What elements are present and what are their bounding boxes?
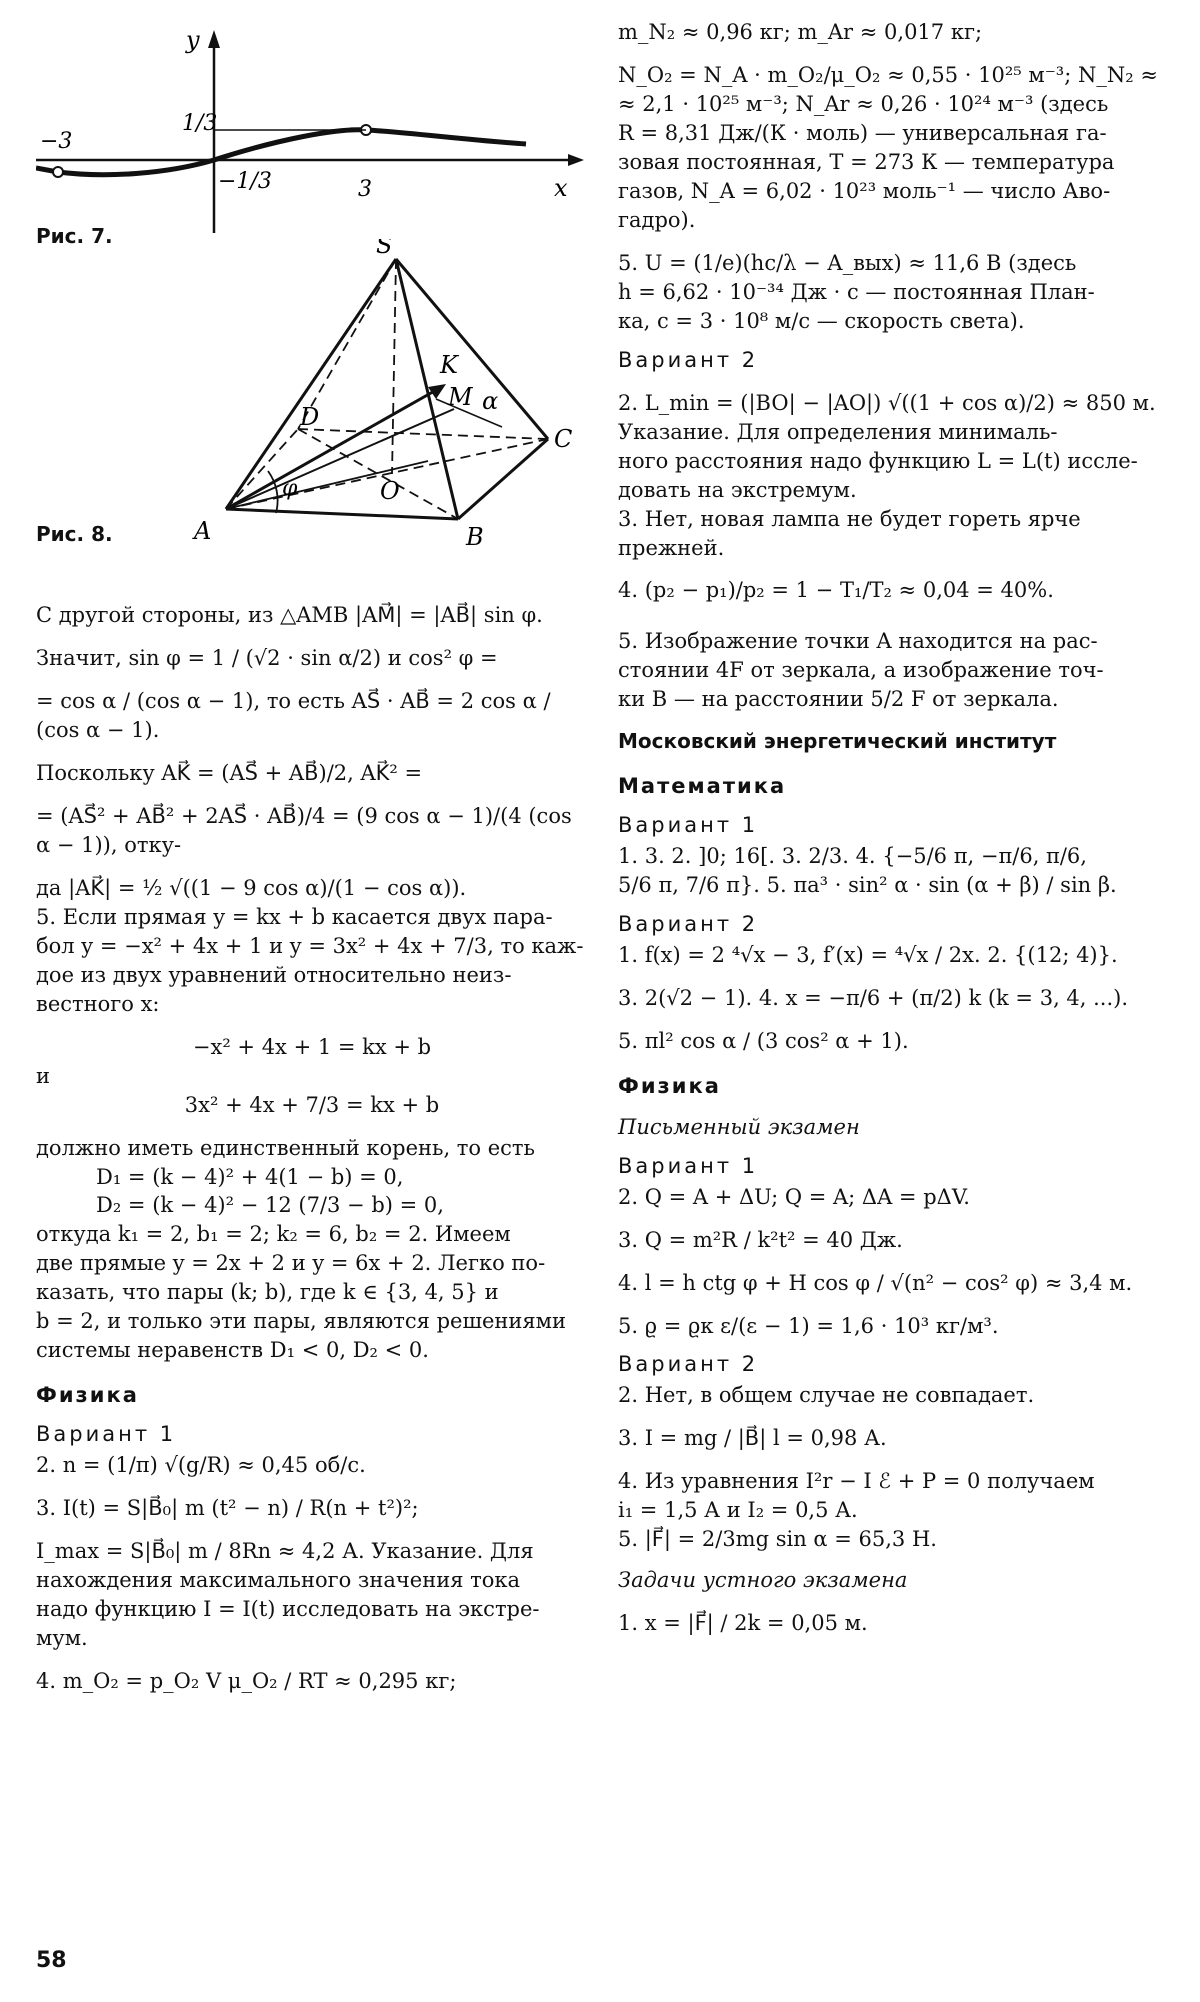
text-line: стоянии 4F от зеркала, а изображение точ-: [618, 658, 1104, 683]
section-heading: Математика: [618, 773, 787, 798]
text-line: 3. Нет, новая лампа не будет гореть ярче: [618, 506, 1081, 531]
text-line: Поскольку AK⃗ = (AS⃗ + AB⃗)/2, AK⃗² =: [36, 760, 423, 785]
page-number: 58: [36, 1948, 67, 1973]
answer-line: 3. 2(√2 − 1). 4. x = −π/6 + (π/2) k (k = 3, 4, ...).: [618, 985, 1129, 1010]
text-line: казать, что пары (k; b), где k ∈ {3, 4, 5} и: [36, 1280, 499, 1305]
figure-8-caption: Рис. 8.: [36, 522, 113, 546]
text-line: бол y = −x² + 4x + 1 и y = 3x² + 4x + 7/3, то каж-: [36, 933, 584, 958]
institute-heading: Московский энергетический институт: [618, 729, 1057, 754]
figure-7-graph: [36, 18, 588, 233]
text-line: ки B — на расстоянии 5/2 F от зеркала.: [618, 687, 1059, 712]
fig7-pos3: 3: [358, 177, 372, 202]
answer-line: 4. m_O₂ = p_O₂ V μ_O₂ / RT ≈ 0,295 кг;: [36, 1669, 457, 1694]
text-line: 5. Если прямая y = kx + b касается двух пара-: [36, 904, 553, 929]
answer-line: 3. I(t) = S|B⃗₀| m (t² − n) / R(n + t²)²;: [36, 1496, 419, 1521]
fig7-third: 1/3: [182, 111, 218, 136]
answer-line: I_max = S|B⃗₀| m / 8Rn ≈ 4,2 А. Указание. Для: [36, 1539, 534, 1564]
fig8-label-D: D: [300, 403, 320, 431]
text-line: = cos α / (cos α − 1), то есть AS⃗ · AB⃗ = 2 cos α / (cos α − 1).: [36, 688, 551, 742]
text-line: газов, N_A = 6,02 · 10²³ моль⁻¹ — число Аво-: [618, 178, 1111, 203]
text-line: ≈ 2,1 · 10²⁵ м⁻³; N_Ar ≈ 0,26 · 10²⁴ м⁻³ (здесь: [618, 91, 1109, 116]
left-text: [36, 601, 588, 1696]
text-line: дое из двух уравнений относительно неиз-: [36, 962, 512, 987]
variant-heading: Вариант 1: [618, 812, 759, 837]
variant-heading: Вариант 2: [618, 1352, 759, 1377]
variant-heading: Вариант 1: [618, 1153, 759, 1178]
fig8-label-S: S: [376, 239, 393, 259]
answer-line: 3. I = mg / |B⃗| l = 0,98 А.: [618, 1426, 887, 1451]
answer-line: 2. Q = A + ΔU; Q = A; ΔA = pΔV.: [618, 1184, 970, 1209]
text-line: откуда k₁ = 2, b₁ = 2; k₂ = 6, b₂ = 2. Имеем: [36, 1222, 511, 1247]
text-line: ного расстояния надо функцию L = L(t) иссле-: [618, 448, 1138, 473]
figure-7: [36, 18, 588, 248]
text-line: Значит, sin φ = 1 / (√2 · sin α/2) и cos² φ =: [36, 645, 498, 670]
figure-8: [36, 239, 588, 559]
fig8-label-alpha: α: [482, 387, 499, 415]
fig7-x-label: x: [554, 174, 568, 202]
text-line: да |AK⃗| = ½ √((1 − 9 cos α)/(1 − cos α)).: [36, 875, 467, 900]
text-line: системы неравенств D₁ < 0, D₂ < 0.: [36, 1338, 429, 1363]
answer-line: 4. Из уравнения I²r − I ℰ + P = 0 получаем: [618, 1469, 1095, 1494]
text-line: Указание. Для определения минималь-: [618, 419, 1058, 444]
answer-line: 5/6 π, 7/6 π}. 5. πa³ · sin² α · sin (α + β) / sin β.: [618, 872, 1117, 897]
fig8-label-phi: φ: [282, 476, 298, 501]
variant-heading: Вариант 2: [618, 911, 759, 936]
text-line: R = 8,31 Дж/(К · моль) — универсальная га-: [618, 120, 1107, 145]
answer-line: 4. l = h ctg φ + H cos φ / √(n² − cos² φ) ≈ 3,4 м.: [618, 1270, 1133, 1295]
answer-line: 5. πl² cos α / (3 cos² α + 1).: [618, 1028, 909, 1053]
text-line: довать на экстремум.: [618, 477, 857, 502]
variant-heading: Вариант 1: [36, 1422, 177, 1447]
fig8-label-C: C: [554, 425, 573, 453]
answer-line: 2. L_min = (|BO| − |AO|) √((1 + cos α)/2) ≈ 850 м.: [618, 390, 1156, 415]
answer-line: 1. x = |F⃗| / 2k = 0,05 м.: [618, 1611, 868, 1636]
figure-8-pyramid: [36, 239, 588, 559]
answer-line: 1. 3. 2. ]0; 16[. 3. 2/3. 4. {−5/6 π, −π/6, π/6,: [618, 843, 1087, 868]
figure-7-caption: Рис. 7.: [36, 224, 113, 248]
fig7-neg3: −3: [40, 129, 73, 154]
answer-line: 2. n = (1/π) √(g/R) ≈ 0,45 об/с.: [36, 1453, 366, 1478]
text-line: прежней.: [618, 535, 725, 560]
fig8-label-A: A: [194, 517, 212, 545]
text-line: m_N₂ ≈ 0,96 кг; m_Ar ≈ 0,017 кг;: [618, 20, 983, 44]
left-column: [36, 18, 588, 1696]
text-line: мум.: [36, 1626, 88, 1651]
text-line: должно иметь единственный корень, то есть: [36, 1135, 535, 1160]
text-line: N_O₂ = N_A · m_O₂/μ_O₂ ≈ 0,55 · 10²⁵ м⁻³; N_N₂ ≈: [618, 62, 1158, 87]
answer-line: 5. ϱ = ϱк ε/(ε − 1) = 1,6 · 10³ кг/м³.: [618, 1313, 999, 1338]
text-line: С другой стороны, из △AMB |AM⃗| = |AB⃗| sin φ.: [36, 603, 543, 627]
text-line: = (AS⃗² + AB⃗² + 2AS⃗ · AB⃗)/4 = (9 cos α − 1)/(4 (cos α − 1)), отку-: [36, 803, 572, 857]
text-line: две прямые y = 2x + 2 и y = 6x + 2. Легко по-: [36, 1251, 546, 1276]
answer-line: 2. Нет, в общем случае не совпадает.: [618, 1383, 1035, 1408]
fig7-y-label: y: [186, 26, 200, 54]
text-line: вестного x:: [36, 991, 160, 1016]
section-heading: Физика: [36, 1383, 139, 1408]
answer-line: 5. |F⃗| = 2/3mg sin α = 65,3 Н.: [618, 1527, 937, 1552]
equation: −x² + 4x + 1 = kx + b: [192, 1034, 432, 1059]
text-line: ка, c = 3 · 10⁸ м/с — скорость света).: [618, 308, 1025, 333]
equation: D₂ = (k − 4)² − 12 (7/3 − b) = 0,: [96, 1193, 444, 1218]
text-line: гадро).: [618, 207, 696, 232]
variant-heading: Вариант 2: [618, 347, 759, 372]
answer-line: 4. (p₂ − p₁)/p₂ = 1 − T₁/T₂ ≈ 0,04 = 40%.: [618, 578, 1054, 603]
text-line: надо функцию I = I(t) исследовать на экстре-: [36, 1597, 540, 1622]
fig8-label-B: B: [466, 523, 484, 551]
equation: D₁ = (k − 4)² + 4(1 − b) = 0,: [96, 1164, 404, 1189]
answer-line: 5. U = (1/e)(hc/λ − A_вых) ≈ 11,6 В (здесь: [618, 250, 1077, 275]
fig8-label-O: O: [380, 477, 400, 505]
text-line: b = 2, и только эти пары, являются решениями: [36, 1309, 566, 1334]
text-line: нахождения максимального значения тока: [36, 1568, 521, 1593]
text-line: 5. Изображение точки A находится на рас-: [618, 629, 1098, 654]
text-line: зовая постоянная, T = 273 К — температура: [618, 149, 1115, 174]
exam-type-heading: Письменный экзамен: [618, 1114, 860, 1139]
text-line: i₁ = 1,5 А и I₂ = 0,5 А.: [618, 1498, 858, 1523]
answer-line: 1. f(x) = 2 ⁴√x − 3, f′(x) = ⁴√x / 2x. 2. {(12; 4)}.: [618, 942, 1118, 967]
text-line: и: [36, 1063, 50, 1088]
fig8-label-M: M: [448, 383, 473, 411]
equation: 3x² + 4x + 7/3 = kx + b: [184, 1092, 440, 1117]
exam-type-heading: Задачи устного экзамена: [618, 1568, 908, 1593]
right-column: [618, 18, 1166, 1638]
fig7-neg-third: −1/3: [218, 169, 272, 194]
text-line: h = 6,62 · 10⁻³⁴ Дж · с — постоянная План-: [618, 279, 1095, 304]
section-heading: Физика: [618, 1073, 721, 1098]
fig8-label-K: K: [440, 351, 458, 379]
answer-line: 3. Q = m²R / k²t² = 40 Дж.: [618, 1227, 903, 1252]
